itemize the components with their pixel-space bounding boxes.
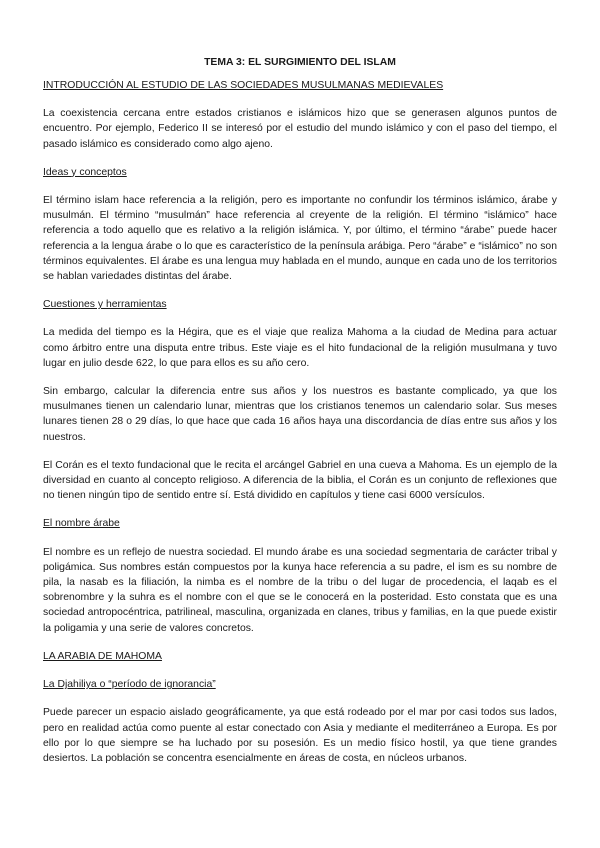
djahiliya-heading: La Djahiliya o “período de ignorancia”	[43, 679, 216, 691]
intro-heading: INTRODUCCIÓN AL ESTUDIO DE LAS SOCIEDADES MUSULMANAS MEDIEVALES	[43, 80, 444, 91]
djahiliya-paragraph: Puede parecer un espacio aislado geográficamente, ya que está rodeado por el mar por casi todos sus lados, pero en realidad actúa como puente al estar conectado con Asia y mediante el mediterráneo a Europa. Es por ello por lo que siempre se ha luchado por su posesión. Es un medio físico hostil, ya que tiene grandes desiertos. La población se concentra esencialmente en áreas de costa, en núcleos urbanos.	[43, 707, 557, 764]
ideas-paragraph: El término islam hace referencia a la religión, pero es importante no confundir los términos islámico, árabe y musulmán. El término “musulmán” hace referencia al creyente de la religión. El término “islámico” hace referencia a todo aquello que es relativo a la religión islámica. Y, por último, el término “árabe” puede hacer referencia a la lengua árabe o lo que es característico de la península arábiga. Pero “árabe” e “islámico” no son términos equivalentes. El árabe es una lengua muy hablada en el mundo, aunque en cada uno de los territorios se hablan variedades distintas del árabe.	[43, 195, 557, 283]
calendar-paragraph: Sin embargo, calcular la diferencia entre sus años y los nuestros es bastante complicado, ya que los musulmanes tienen un calendario lunar, mientras que los cristianos tenemos un calendario solar. Sus meses lunares tienen 28 o 29 días, lo que hace que cada 16 años haya una discordancia de días entre sus años y los nuestros.	[43, 386, 557, 443]
cuestiones-heading: Cuestiones y herramientas	[43, 299, 167, 311]
coran-paragraph: El Corán es el texto fundacional que le recita el arcángel Gabriel en una cueva a Mahoma. Es un ejemplo de la diversidad en cuanto al concepto religioso. A diferencia de la biblia, el Corán es un conjunto de reflexiones que no tienen ningún tipo de sentido entre sí. Está dividido en capítulos y tiene casi 6000 versículos.	[43, 459, 557, 502]
document-body	[43, 78, 557, 779]
page-title: TEMA 3: EL SURGIMIENTO DEL ISLAM	[204, 57, 396, 68]
hegira-paragraph: La medida del tiempo es la Hégira, que es el viaje que realiza Mahoma a la ciudad de Medina para actuar como árbitro entre una disputa entre tribus. Este viaje es el hito fundacional de la religión musulmana y tuvo lugar en julio desde 622, lo que para ellos es su año cero.	[43, 327, 557, 369]
ideas-heading: Ideas y conceptos	[43, 166, 127, 178]
intro-paragraph: La coexistencia cercana entre estados cristianos e islámicos hizo que se generasen algunos puntos de encuentro. Por ejemplo, Federico II se interesó por el estudio del mundo islámico y con el paso del tiempo, el pasado islámico es considerado como algo ajeno.	[43, 108, 557, 150]
arabia-heading: LA ARABIA DE MAHOMA	[43, 650, 162, 662]
nombre-heading: El nombre árabe	[43, 518, 120, 530]
nombre-paragraph: El nombre es un reflejo de nuestra sociedad. El mundo árabe es una sociedad segmentaria de carácter tribal y poligámica. Sus nombres están compuestos por la kunya hace referencia a su padre, el ism es su nombre de pila, la nasab es la filiación, la nimba es el nombre de la tribu o del lugar de procedencia, el laqab es el sobrenombre y la suhra es el nombre con el que se le conocerá en la posteridad. Esto constata que es una sociedad antropocéntrica, patrilineal, masculina, organizada en clanes, tribus y familias, en la que puede existir la poligamia y una serie de valores concretos.	[43, 546, 557, 634]
